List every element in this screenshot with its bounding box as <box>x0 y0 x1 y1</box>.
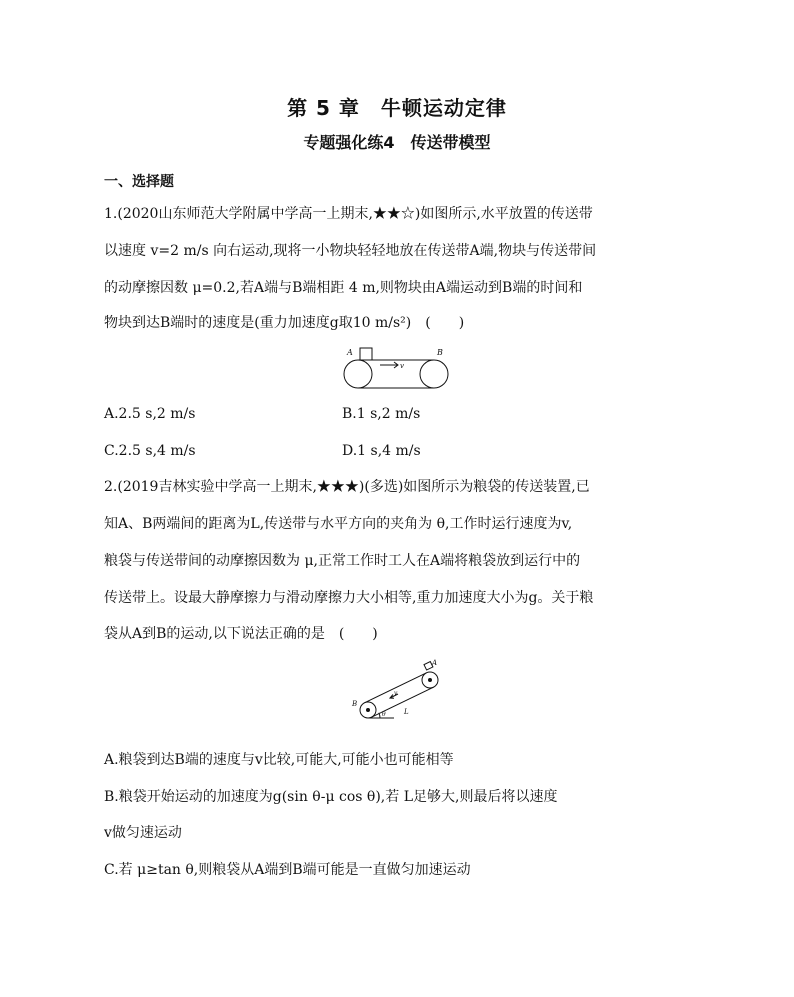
q2-label-theta: θ <box>382 711 386 718</box>
q2-label-a: A <box>432 659 438 667</box>
q1-option-c: C.2.5 s,4 m/s <box>104 443 196 459</box>
q2-option-b-line-2: v做匀速运动 <box>104 825 182 841</box>
right-pulley <box>420 360 448 388</box>
chapter-title: 第 5 章 牛顿运动定律 <box>287 96 507 120</box>
q1-line-3: 的动摩擦因数 μ=0.2,若A端与B端相距 4 m,则物块由A端运动到B端的时间和 <box>104 280 583 296</box>
q1-option-d: D.1 s,4 m/s <box>342 443 421 459</box>
q2-label-v: v <box>394 690 398 697</box>
q1-label-a: A <box>347 348 353 357</box>
q1-line-1: 1.(2020山东师范大学附属中学高一上期末,★★☆)如图所示,水平放置的传送带 <box>104 206 593 222</box>
q1-line-4: 物块到达B端时的速度是(重力加速度g取10 m/s²) ( ) <box>104 315 465 331</box>
belt-upper <box>365 673 427 703</box>
section-heading: 一、选择题 <box>104 174 174 190</box>
q2-option-c: C.若 μ≥tan θ,则粮袋从A端到B端可能是一直做匀加速运动 <box>104 862 471 878</box>
q2-option-a: A.粮袋到达B端的速度与v比较,可能大,可能小也可能相等 <box>104 752 454 768</box>
q2-line-1: 2.(2019吉林实验中学高一上期末,★★★)(多选)如图所示为粮袋的传送装置,已 <box>104 479 590 495</box>
q1-conveyor-figure <box>340 340 452 392</box>
block <box>360 348 372 360</box>
q1-option-b: B.1 s,2 m/s <box>342 406 421 422</box>
q2-option-b-line-1: B.粮袋开始运动的加速度为g(sin θ-μ cos θ),若 L足够大,则最后将以速度 <box>104 789 558 805</box>
q1-label-b: B <box>437 348 443 357</box>
section-subtitle: 专题强化练4 传送带模型 <box>303 133 491 152</box>
left-pulley <box>344 360 372 388</box>
q1-option-a: A.2.5 s,2 m/s <box>104 406 196 422</box>
q1-label-v: v <box>400 362 404 370</box>
q2-line-2: 知A、B两端间的距离为L,传送带与水平方向的夹角为 θ,工作时运行速度为v, <box>104 516 573 532</box>
q2-inclined-conveyor-figure <box>346 654 448 726</box>
q2-label-l: L <box>404 708 409 716</box>
q2-label-b: B <box>352 700 358 708</box>
q2-line-3: 粮袋与传送带间的动摩擦因数为 μ,正常工作时工人在A端将粮袋放到运行中的 <box>104 553 581 569</box>
belt-lower <box>372 687 434 717</box>
q2-line-5: 袋从A到B的运动,以下说法正确的是 ( ) <box>104 626 378 642</box>
q1-line-2: 以速度 v=2 m/s 向右运动,现将一小物块轻轻地放在传送带A端,物块与传送带间 <box>104 243 597 259</box>
q2-line-4: 传送带上。设最大静摩擦力与滑动摩擦力大小相等,重力加速度大小为g。关于粮 <box>104 590 594 606</box>
